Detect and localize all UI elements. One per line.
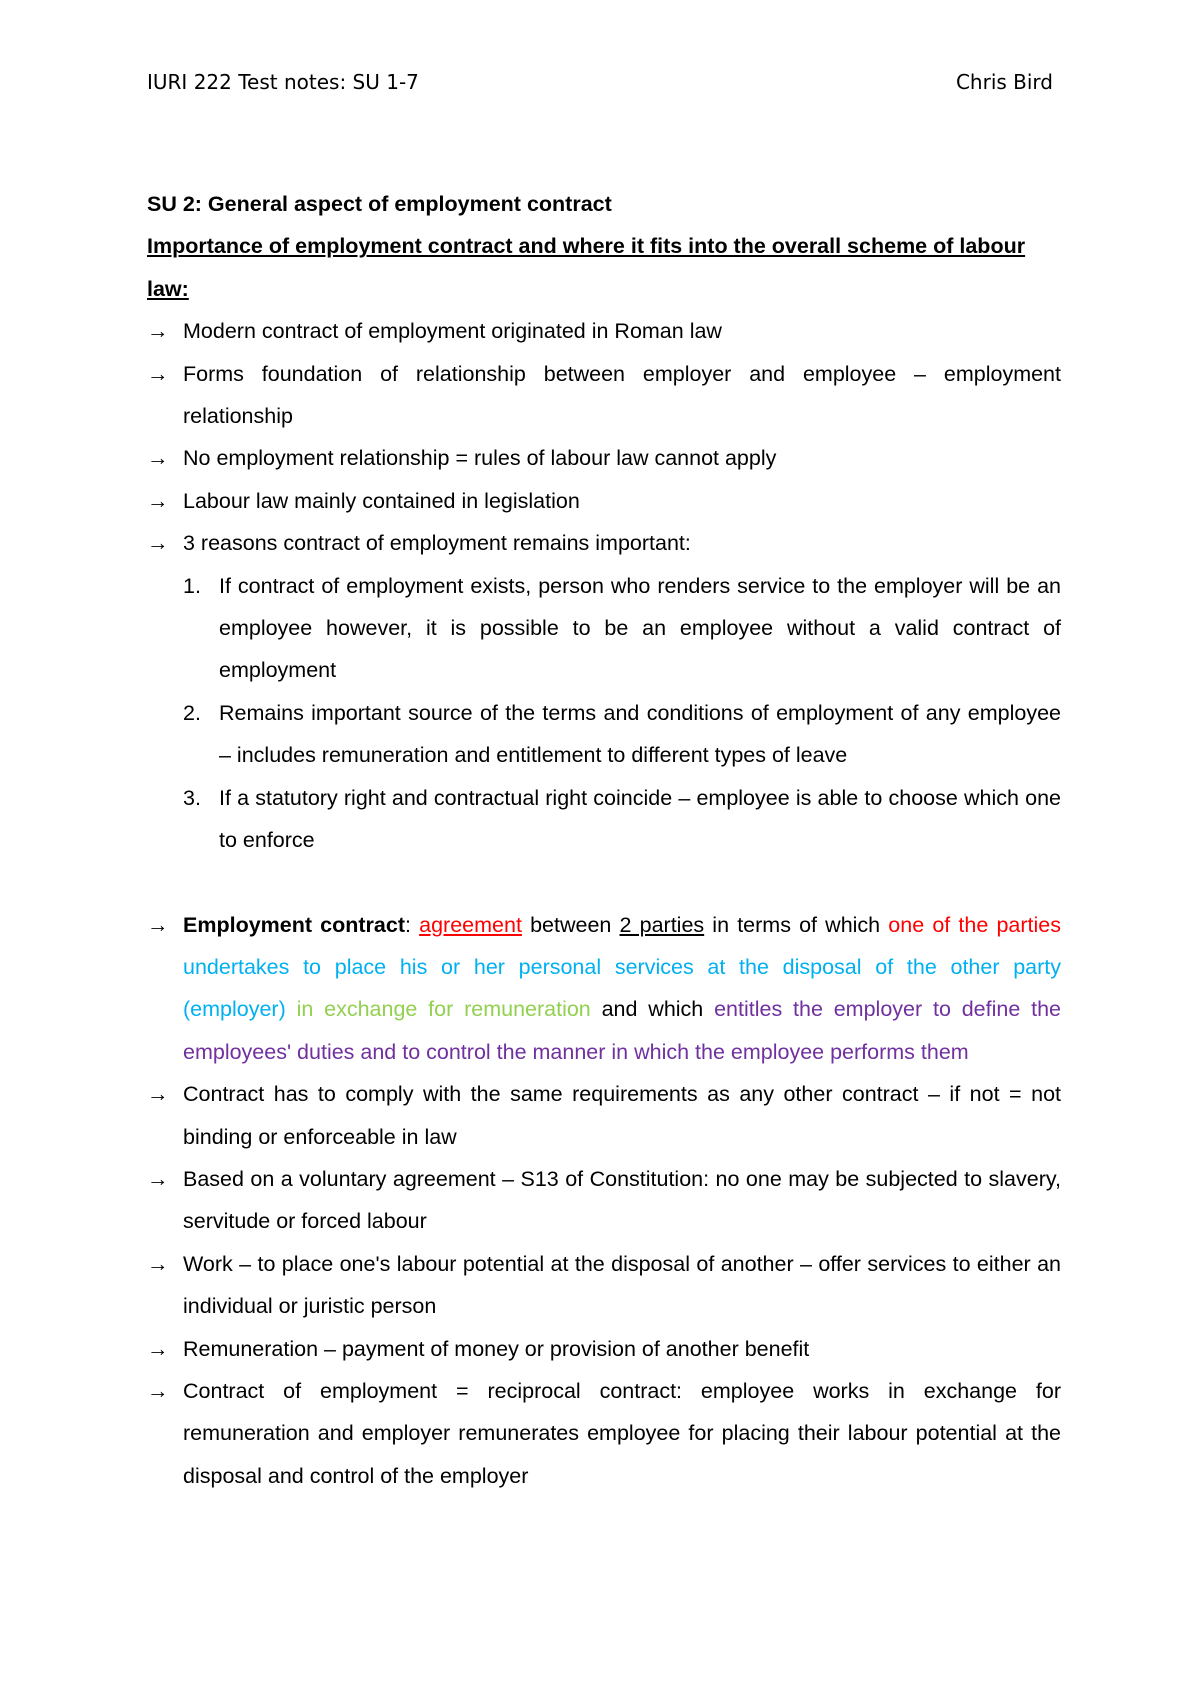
- numbered-item: [147, 777, 1061, 862]
- bullet-item: [147, 522, 1061, 564]
- section-subtitle: Importance of employment contract and where it fits into the overall scheme of labour law:: [147, 234, 1026, 301]
- bullet-text: Contract of employment = reciprocal contract: employee works in exchange for remuneration and employer remunerates employee for placing their labour potential at the disposal and control of the employer: [183, 1378, 1061, 1488]
- definition-undertakes: undertakes to place his or her personal services at the disposal of the other party (employer): [183, 954, 1061, 1022]
- arrow-icon: →: [147, 488, 169, 513]
- bullet-text: 3 reasons contract of employment remains important:: [183, 531, 691, 556]
- arrow-icon: →: [147, 912, 169, 937]
- definition-between: between: [521, 912, 620, 937]
- definition-term: Employment contract: [183, 912, 405, 937]
- bullet-item: [147, 353, 1061, 438]
- arrow-icon: →: [147, 1251, 169, 1276]
- bullet-text: Remuneration – payment of money or provision of another benefit: [183, 1336, 810, 1361]
- bullet-text: Based on a voluntary agreement – S13 of Constitution: no one may be subjected to slavery, servitude or forced labour: [183, 1166, 1061, 1234]
- arrow-icon: →: [147, 361, 169, 386]
- item-text: If contract of employment exists, person who renders service to the employer will be an employee however, it is possible to be an employee without a valid contract of employment: [219, 573, 1061, 683]
- arrow-icon: →: [147, 1082, 169, 1107]
- bullet-text: Forms foundation of relationship between employer and employee – employment relationship: [183, 361, 1061, 429]
- bullet-item: [147, 1370, 1061, 1497]
- definition-and-which: and which: [590, 997, 715, 1022]
- item-number: 3.: [183, 785, 201, 810]
- header-author: Chris Bird: [955, 70, 1053, 94]
- arrow-icon: →: [147, 319, 169, 344]
- definition-colon: :: [405, 912, 420, 937]
- paragraph-spacer: [147, 862, 1061, 904]
- definition-agreement: agreement: [419, 912, 522, 937]
- arrow-icon: →: [147, 531, 169, 556]
- item-number: 1.: [183, 573, 201, 598]
- bullet-text: Modern contract of employment originated in Roman law: [183, 319, 722, 344]
- definition-entitles: entitles the employer to define the employees' duties and to control the manner in which the employee performs them: [183, 997, 1061, 1064]
- definition-one-of-parties: one of the parties: [888, 912, 1061, 937]
- numbered-item: [147, 565, 1061, 692]
- bullet-item: [147, 480, 1061, 522]
- bullet-text: No employment relationship = rules of labour law cannot apply: [183, 446, 777, 471]
- item-text: If a statutory right and contractual right coincide – employee is able to choose which one to enforce: [219, 785, 1061, 853]
- bullet-text: Labour law mainly contained in legislation: [183, 488, 580, 513]
- item-text: Remains important source of the terms and conditions of employment of any employee – includes remuneration and entitlement to different types of leave: [219, 700, 1061, 768]
- definition-item: [147, 904, 1061, 1074]
- arrow-icon: →: [147, 1166, 169, 1191]
- bullet-item: [147, 1243, 1061, 1328]
- arrow-icon: →: [147, 446, 169, 471]
- item-number: 2.: [183, 700, 201, 725]
- page-header: [147, 70, 1053, 94]
- bullet-text: Work – to place one's labour potential at the disposal of another – offer services to either an individual or juristic person: [183, 1251, 1061, 1319]
- bullet-item: [147, 1328, 1061, 1370]
- definition-in-terms: in terms of which: [704, 912, 889, 937]
- arrow-icon: →: [147, 1336, 169, 1361]
- numbered-item: [147, 692, 1061, 777]
- section-title: SU 2: General aspect of employment contract: [147, 192, 612, 216]
- bullet-item: [147, 1073, 1061, 1158]
- header-course-title: IURI 222 Test notes: SU 1-7: [147, 70, 419, 94]
- document-body: [147, 183, 1061, 1497]
- bullet-item: [147, 1158, 1061, 1243]
- bullet-item: [147, 437, 1061, 479]
- definition-two-parties: 2 parties: [619, 912, 705, 937]
- bullet-item: [147, 310, 1061, 352]
- bullet-text: Contract has to comply with the same requirements as any other contract – if not = not binding or enforceable in law: [183, 1082, 1061, 1149]
- definition-exchange: in exchange for remuneration: [285, 997, 591, 1022]
- arrow-icon: →: [147, 1378, 169, 1403]
